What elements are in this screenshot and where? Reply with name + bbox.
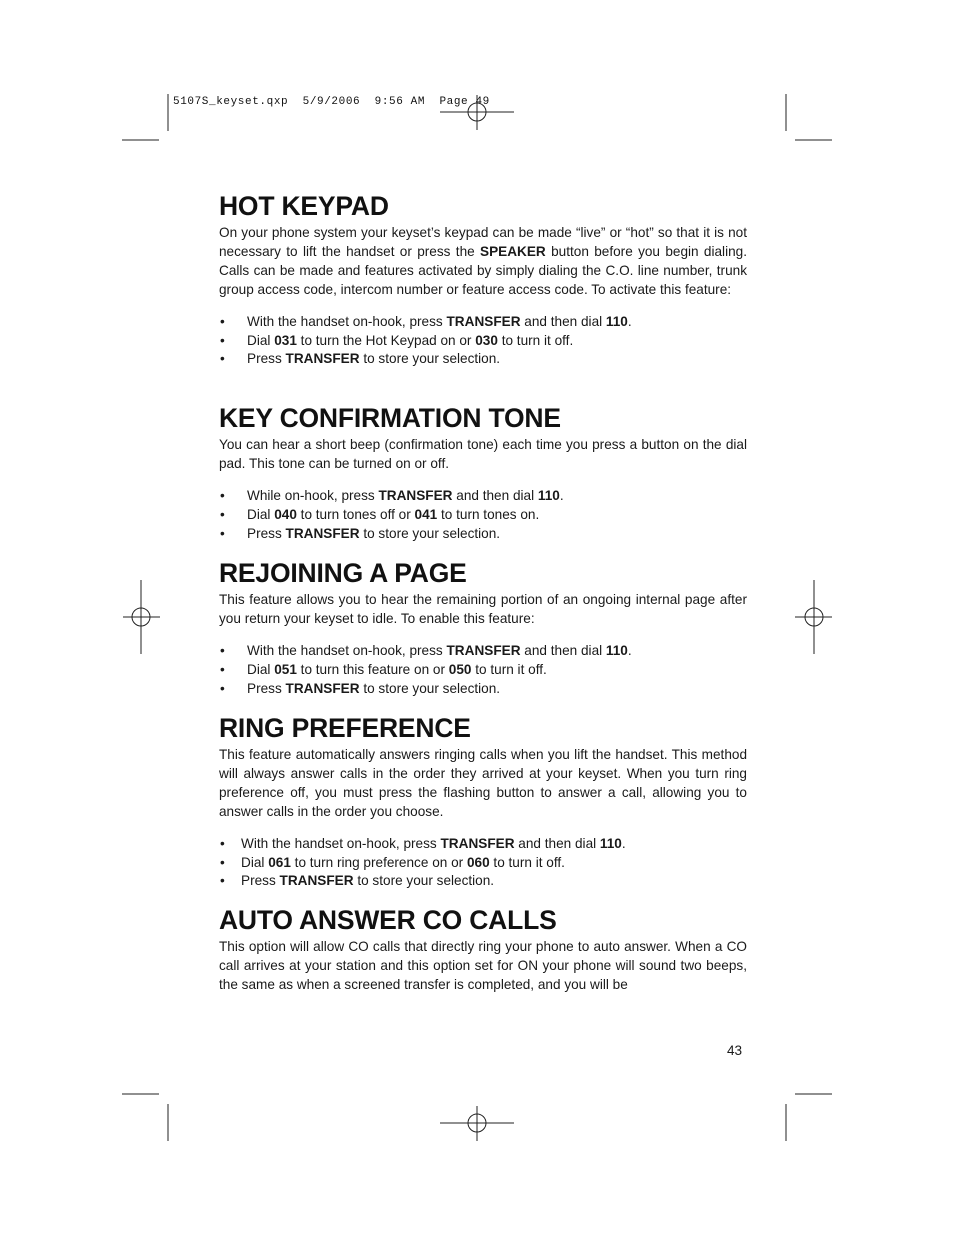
bold-text: 031 <box>274 332 297 348</box>
text-run: You can hear a short beep (confirmation tone) each time you press a button on the dial pad. This tone can be turned on or off. <box>219 437 747 471</box>
bold-text: TRANSFER <box>285 351 360 367</box>
text-run: Press <box>247 525 286 541</box>
page-content <box>219 188 747 992</box>
bullet-icon: • <box>220 661 225 677</box>
text-run: to turn the Hot Keypad on or <box>296 332 476 348</box>
text-run: . <box>627 313 632 329</box>
text-run: to turn this feature on or <box>296 661 449 677</box>
bold-text: TRANSFER <box>285 525 360 541</box>
text-run: and then dial <box>520 313 606 329</box>
bullet-icon: • <box>220 680 225 696</box>
step-item <box>219 525 747 544</box>
text-run: . <box>627 642 632 658</box>
section-heading: RING PREFERENCE <box>219 713 471 743</box>
text-run: With the handset on-hook, press <box>241 835 441 851</box>
text-run: Dial <box>247 506 275 522</box>
bullet-icon: • <box>220 642 225 658</box>
text-run: . <box>559 487 564 503</box>
step-list <box>219 642 747 699</box>
step-item <box>219 661 747 680</box>
text-run: to store your selection. <box>359 525 501 541</box>
section-key-confirmation-tone <box>219 400 747 544</box>
bullet-icon: • <box>220 873 225 889</box>
section-body <box>219 224 747 300</box>
text-run: . <box>621 835 626 851</box>
section-rejoining-a-page <box>219 555 747 699</box>
step-item <box>219 854 747 873</box>
text-run: to store your selection. <box>359 351 501 367</box>
text-run: to turn it off. <box>497 332 574 348</box>
text-run: This feature automatically answers ringing calls when you lift the handset. This method will always answer calls in the order they arrived at your keyset. When you turn ring preference off, you must press the flashing button to answer a call, allowing you to answer calls in the order you choose. <box>219 747 747 819</box>
print-slug: 5107S_keyset.qxp 5/9/2006 9:56 AM Page 49 <box>173 96 490 108</box>
section-body <box>219 746 747 822</box>
section-hot-keypad <box>219 188 747 369</box>
section-body <box>219 436 747 474</box>
step-item <box>219 872 747 891</box>
text-run: With the handset on-hook, press <box>247 642 447 658</box>
bold-text: 110 <box>605 642 628 658</box>
bullet-icon: • <box>220 854 225 870</box>
step-item <box>219 680 747 699</box>
text-run: button before you begin dialing. Calls can be made and features activated by simply dialing the C.O. line number, trunk group access code, intercom number or feature access code. To activate this feature: <box>219 243 747 297</box>
text-run: and then dial <box>520 642 606 658</box>
section-heading: REJOINING A PAGE <box>219 558 467 588</box>
bold-text: 110 <box>537 487 560 503</box>
text-run: Dial <box>247 661 275 677</box>
bold-text: SPEAKER <box>480 243 546 259</box>
text-run: Press <box>247 351 286 367</box>
step-item <box>219 332 747 351</box>
text-run: to turn it off. <box>471 661 547 677</box>
bold-text: TRANSFER <box>285 680 360 696</box>
bullet-icon: • <box>220 351 225 367</box>
bold-text: 110 <box>605 313 628 329</box>
text-run: to turn tones on. <box>437 506 540 522</box>
step-item <box>219 487 747 506</box>
section-ring-preference <box>219 710 747 891</box>
text-run: to store your selection. <box>353 873 495 889</box>
step-item <box>219 506 747 525</box>
step-item <box>219 642 747 661</box>
step-item <box>219 313 747 332</box>
text-run: and then dial <box>514 835 600 851</box>
bold-text: TRANSFER <box>446 642 521 658</box>
section-heading: AUTO ANSWER CO CALLS <box>219 905 557 935</box>
text-run: Press <box>241 873 280 889</box>
bullet-icon: • <box>220 487 225 503</box>
bullet-icon: • <box>220 506 225 522</box>
section-heading: KEY CONFIRMATION TONE <box>219 403 561 433</box>
bold-text: 061 <box>268 854 291 870</box>
section-body <box>219 591 747 629</box>
bold-text: 040 <box>274 506 297 522</box>
bold-text: 051 <box>274 661 297 677</box>
bullet-icon: • <box>220 525 225 541</box>
text-run: to turn it off. <box>489 854 565 870</box>
text-run: to turn tones off or <box>296 506 415 522</box>
text-run: This feature allows you to hear the remaining portion of an ongoing internal page after you return your keyset to idle. To enable this feature: <box>219 592 747 626</box>
registration-mark-bottom <box>440 1106 514 1141</box>
bullet-icon: • <box>220 835 225 851</box>
step-item <box>219 835 747 854</box>
bold-text: 060 <box>466 854 490 870</box>
step-list <box>219 487 747 544</box>
text-run: Dial <box>241 854 269 870</box>
registration-mark-top <box>440 95 514 130</box>
bold-text: 050 <box>448 661 472 677</box>
bold-text: 030 <box>475 332 498 348</box>
section-auto-answer-co-calls <box>219 902 747 995</box>
text-run: to turn ring preference on or <box>290 854 467 870</box>
section-heading: HOT KEYPAD <box>219 191 389 221</box>
registration-mark-left <box>123 580 160 654</box>
text-run: On your phone system your keyset’s keypad can be made “live” or “hot” so that it is not necessary to lift the handset or press the <box>219 225 747 259</box>
step-list <box>219 835 747 892</box>
bold-text: TRANSFER <box>446 313 521 329</box>
text-run: and then dial <box>452 487 538 503</box>
text-run: to store your selection. <box>359 680 501 696</box>
text-run: While on-hook, press <box>247 487 379 503</box>
step-item <box>219 350 747 369</box>
bold-text: 110 <box>599 835 622 851</box>
page-number: 43 <box>727 1043 743 1058</box>
step-list <box>219 313 747 370</box>
bullet-icon: • <box>220 313 225 329</box>
text-run: Dial <box>247 332 275 348</box>
bold-text: TRANSFER <box>279 873 354 889</box>
text-run: This option will allow CO calls that directly ring your phone to auto answer. When a CO call arrives at your station and this option set for ON your phone will sound two beeps, the same as when a screened transfer is completed, and you will be <box>219 939 747 992</box>
bold-text: TRANSFER <box>378 487 453 503</box>
bullet-icon: • <box>220 332 225 348</box>
section-body <box>219 938 747 995</box>
text-run: Press <box>247 680 286 696</box>
bold-text: TRANSFER <box>440 835 515 851</box>
bold-text: 041 <box>414 506 438 522</box>
text-run: With the handset on-hook, press <box>247 313 447 329</box>
registration-mark-right <box>795 580 832 654</box>
